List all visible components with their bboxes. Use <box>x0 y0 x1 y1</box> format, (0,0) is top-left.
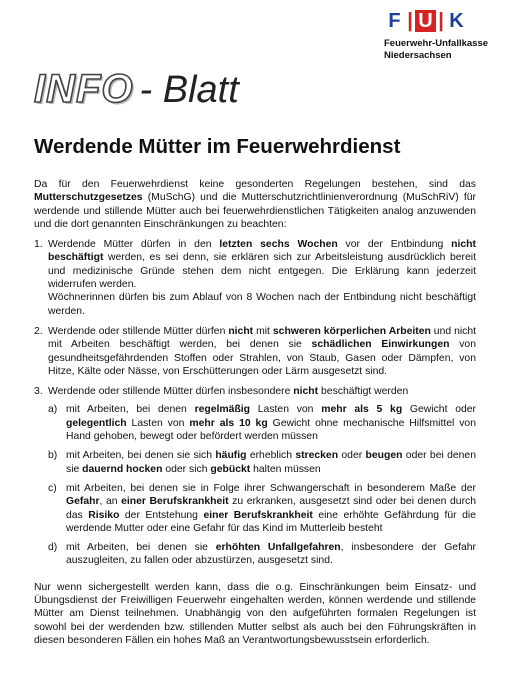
sub-label: c) <box>48 482 57 494</box>
text: von gesundheitsgefährdenden Stoffen oder Strahlen, von Staub, Gasen oder Dämpfen, von Hitze, Kälte oder Nässe, von Erschütterungen oder Lärm ausgesetzt sind. <box>48 339 476 377</box>
text: Werdende oder stillende Mütter dürfen insbesondere <box>48 386 294 398</box>
text: Gewicht oder <box>402 404 476 416</box>
logo-text <box>384 38 508 62</box>
text: zu erkranken, ausgesetzt sind oder bei denen durch das <box>66 496 477 521</box>
bold-text: mehr als 10 kg <box>189 417 268 429</box>
text: vor der Entbindung <box>337 239 452 251</box>
closing-paragraph: Nur wenn sichergestellt werden kann, dass die o.g. Einschränkungen beim Einsatz- und Übungsdienst der Freiwilligen Feuerwehr eingehalten werden, können werdende und stillende Mütter am Dienst teilnehmen. Unabhängig von den aufgeführten formalen Regelungen ist sowohl bei der werdenden bzw. stillenden Mutter selbst als auch bei den Führungskräften in diesen besonderen Fällen ein hohes Maß an Verantwortungsbewusstsein erforderlich. <box>34 581 476 646</box>
text: mit <box>253 325 273 337</box>
bold-text: beugen <box>365 450 403 462</box>
text: Lasten von <box>250 404 322 416</box>
text: der Entstehung <box>119 509 204 521</box>
text: Lasten von <box>126 417 190 429</box>
text: mit Arbeiten, bei denen <box>66 404 195 416</box>
list-number: 2. <box>34 325 43 337</box>
bold-text: nicht beschäftigt <box>48 239 476 264</box>
bold-text: einer Berufskrankheit <box>121 496 229 508</box>
bold-text: regelmäßig <box>194 404 251 416</box>
list-text <box>48 325 476 378</box>
intro-text: Da für den Feuerwehrdienst keine gesonderten Regelungen bestehen, sind das <box>34 179 476 190</box>
sub-label: d) <box>48 542 58 554</box>
text: oder sich <box>162 463 211 475</box>
bold-text: gebückt <box>210 463 251 475</box>
bold-text: nicht <box>293 386 319 398</box>
intro-text: (MuSchG) und die Mutterschutzrichtlinienverordnung (MuSchRiV) für werdende und stillende Mütter auch bei feuerwehrdienstlichen Tätigkeiten analog anzuwenden und die dort genannten Einschränkungen zu beachten: <box>34 192 476 230</box>
fuk-logo <box>384 10 508 62</box>
sub-text <box>66 541 476 568</box>
logo-divider: | <box>407 10 413 32</box>
text: eine erhöhte Gefährdung für die werdende Mutter oder eine Gefahr für das Kind im Mutterleib besteht <box>66 509 476 534</box>
sub-text <box>66 449 476 476</box>
bold-text: schweren körperlichen Arbeiten <box>272 325 431 337</box>
bold-text: erhöhten Unfallgefahren <box>215 542 341 554</box>
sub-item-c <box>48 482 476 535</box>
info-blatt-header <box>34 65 239 113</box>
text: Werdende oder stillende Mütter dürfen <box>48 325 229 337</box>
sub-text <box>66 403 476 443</box>
text: , insbesondere der Gefahr auszugleiten, zu fallen oder abzustürzen, ausgesetzt sind. <box>66 542 476 567</box>
bold-text: dauernd hocken <box>82 463 163 475</box>
text: werden, es sei denn, sie erklären sich zur Arbeitsleistung ausdrücklich bereit und medizinische Gründe stehen dem nicht entgegen. Die Erklärung kann jederzeit widerrufen werden. <box>48 252 476 291</box>
sub-item-b <box>48 449 476 476</box>
text: mit Arbeiten, bei denen sie in Folge ihrer Schwangerschaft in besonderem Maße der <box>66 482 476 494</box>
logo-line1: Feuerwehr-Unfallkasse <box>384 38 489 49</box>
text: Gewicht ohne mechanische Hilfsmittel von Hand gehoben, bewegt oder befördert werden müssen <box>66 417 476 443</box>
bold-text: strecken <box>295 450 339 462</box>
list-number: 3. <box>34 386 43 398</box>
logo-line2: Niedersachsen <box>384 50 452 61</box>
text: Werdende Mütter dürfen in den <box>48 239 220 251</box>
bold-text: einer Berufskrankheit <box>203 509 313 521</box>
list-text <box>48 385 476 574</box>
bold-text: Risiko <box>88 509 120 521</box>
bold-text: letzten sechs Wochen <box>219 239 338 251</box>
sub-item-a <box>48 403 476 443</box>
list-item-3 <box>34 385 476 574</box>
text: erheblich <box>246 450 296 462</box>
text: beschäftigt werden <box>318 386 409 398</box>
list-item-1 <box>34 238 476 318</box>
page-title: Werdende Mütter im Feuerwehrdienst <box>34 135 401 158</box>
logo-letters <box>384 10 508 32</box>
list-extra-text: Wöchnerinnen dürfen bis zum Ablauf von 8 Wochen nach der Entbindung nicht beschäftigt werden. <box>48 292 476 317</box>
text: mit Arbeiten, bei denen sie <box>66 542 216 554</box>
logo-letter-u: U <box>415 10 436 32</box>
text: , an <box>99 496 122 508</box>
sub-label: b) <box>48 450 58 462</box>
text: und nicht mit Arbeiten beschäftigt werden, bei denen sie <box>48 325 477 351</box>
intro-paragraph <box>34 178 476 231</box>
document-body <box>34 178 476 654</box>
intro-bold: Mutterschutzgesetzes <box>34 192 143 204</box>
bold-text: mehr als 5 kg <box>321 404 403 416</box>
list-text <box>48 238 476 318</box>
text: mit Arbeiten, bei denen sie sich <box>66 450 216 462</box>
sub-label: a) <box>48 404 58 416</box>
sub-text <box>66 482 476 535</box>
bold-text: häufig <box>215 450 247 462</box>
sub-item-d <box>48 541 476 568</box>
logo-divider: | <box>438 10 444 32</box>
bold-text: nicht <box>228 325 254 337</box>
list-number: 1. <box>34 239 43 251</box>
logo-letter-f: F <box>388 10 401 32</box>
info-word: INFO <box>34 67 134 111</box>
text: oder <box>338 450 366 462</box>
bold-text: Gefahr <box>66 496 100 508</box>
bold-text: gelegentlich <box>66 417 127 429</box>
list-item-2 <box>34 325 476 378</box>
text: oder bei denen sie <box>66 450 476 475</box>
blatt-word: - Blatt <box>139 69 239 111</box>
logo-letter-k: K <box>449 10 464 32</box>
text: halten müssen <box>250 463 321 475</box>
bold-text: schädlichen Einwirkungen <box>311 339 450 351</box>
